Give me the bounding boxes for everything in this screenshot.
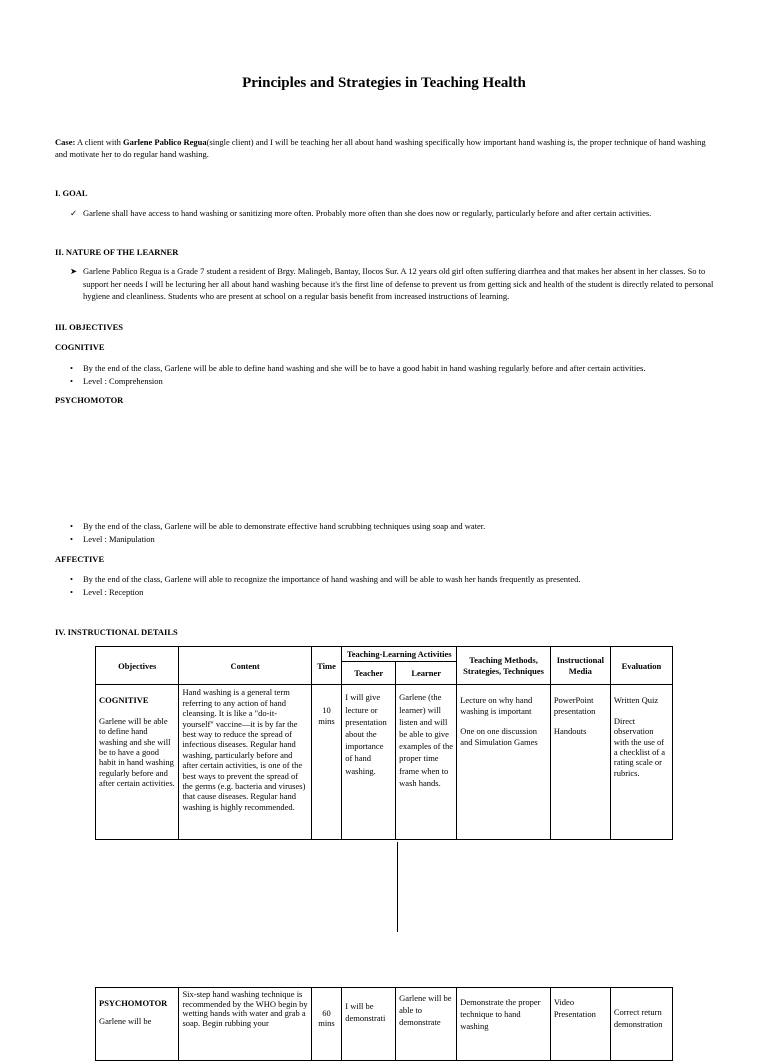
- client-name: Garlene Pablico Regua: [123, 137, 207, 147]
- cell-media-2: Handouts: [553, 726, 587, 737]
- affective-item-2: [70, 586, 723, 599]
- cognitive-heading: COGNITIVE: [55, 342, 105, 352]
- cell-methods-2: One on one discussion and Simulation Games: [460, 726, 538, 747]
- cell-objective-text: Garlene will be able to define hand washing and she will be to have a good habit in hand washing regularly before and after certain activities.: [99, 715, 175, 789]
- cell-content: Hand washing is a general term referring to any action of hand cleansing. It is like a "do-it-yourself" vaccine—it is by far the best way to reduce the spread of infectious diseases. Regular hand washing, particularly before and after certain activities, is one of the best ways to prevent the spread of the germs (e.g. bacteria and viruses) that cause diseases. Regular hand washing is highly recommended.: [179, 685, 311, 840]
- bullet-icon: •: [70, 574, 73, 584]
- cell-content-2: Six-step hand washing technique is recommended by the WHO begin by wetting hands with water and grab a soap. Begin rubbing your: [179, 988, 311, 1061]
- header-objectives: Objectives: [96, 647, 179, 685]
- bullet-icon: •: [70, 521, 73, 531]
- goal-item: [70, 207, 723, 220]
- objectives-heading: III. OBJECTIVES: [55, 322, 124, 332]
- affective-item-1-text: By the end of the class, Garlene will able to recognize the importance of hand washing and will be able to wash her hands frequently as presented.: [83, 574, 581, 584]
- cognitive-item-1-text: By the end of the class, Garlene will be able to define hand washing and she will be to have a good habit in hand washing regularly before and after certain activities.: [83, 363, 646, 373]
- affective-item-2-text: Level : Reception: [83, 587, 144, 597]
- affective-heading: AFFECTIVE: [55, 554, 105, 564]
- cell-learner-2: Garlene will be able to demonstrate: [396, 988, 457, 1061]
- cell-objective-2-text: Garlene will be: [99, 1016, 152, 1027]
- header-learner: Learner: [396, 662, 457, 685]
- bullet-icon: •: [70, 587, 73, 597]
- arrow-bullet-icon: ➤: [70, 266, 78, 276]
- psychomotor-item-2-text: Level : Manipulation: [83, 534, 155, 544]
- case-post: (single client) and I will be teaching her all about hand washing specifically how important hand washing is, the proper technique of hand washing and motivate her to do regular hand washing.: [55, 137, 706, 159]
- cell-evaluation: [610, 685, 672, 840]
- psychomotor-item-1: [70, 520, 723, 533]
- header-methods: Teaching Methods, Strategies, Techniques: [457, 647, 551, 685]
- bullet-icon: •: [70, 376, 73, 386]
- cell-teacher: I will give lecture or presentation about the importance of hand washing.: [342, 685, 396, 840]
- instructional-table-continued: [95, 987, 673, 1061]
- cell-eval-1: Written Quiz: [613, 695, 659, 706]
- header-teaching-learning: Teaching-Learning Activities: [342, 647, 457, 662]
- goal-heading: I. GOAL: [55, 188, 88, 198]
- header-time: Time: [311, 647, 342, 685]
- header-media: Instructional Media: [550, 647, 610, 685]
- instructional-table: [95, 646, 673, 840]
- header-teacher: Teacher: [342, 662, 396, 685]
- cell-methods: [457, 685, 551, 840]
- cognitive-item-2-text: Level : Comprehension: [83, 376, 163, 386]
- psychomotor-heading: PSYCHOMOTOR: [55, 395, 124, 405]
- cognitive-item-2: [70, 375, 723, 388]
- cell-time: 10 mins: [311, 685, 342, 840]
- cell-objective: [96, 685, 179, 840]
- cell-time-2: 60 mins: [311, 988, 342, 1061]
- cell-methods-2: Demonstrate the proper technique to hand washing: [457, 988, 551, 1061]
- nature-heading: II. NATURE OF THE LEARNER: [55, 247, 179, 257]
- table-divider-line: [397, 842, 398, 932]
- bullet-icon: •: [70, 363, 73, 373]
- cell-eval-2: Direct observation with the use of a checklist of a rating scale or rubrics.: [613, 715, 666, 778]
- cell-media: [550, 685, 610, 840]
- cell-media-row2: Video Presentation: [550, 988, 610, 1061]
- cognitive-item-1: [70, 362, 723, 375]
- affective-item-1: [70, 573, 723, 586]
- cell-objective-2-title: PSYCHOMOTOR: [99, 998, 168, 1008]
- table-row-cognitive: [96, 685, 673, 840]
- cell-teacher-2: I will be demonstrati: [342, 988, 396, 1061]
- psychomotor-item-1-text: By the end of the class, Garlene will be able to demonstrate effective hand scrubbing techniques using soap and water.: [83, 521, 486, 531]
- bullet-icon: •: [70, 534, 73, 544]
- cell-evaluation-2: Correct return demonstration: [610, 988, 672, 1061]
- cell-objective-title: COGNITIVE: [99, 695, 149, 706]
- psychomotor-item-2: [70, 533, 723, 546]
- instructional-heading: IV. INSTRUCTIONAL DETAILS: [55, 627, 178, 637]
- cell-methods-1: Lecture on why hand washing is important: [460, 695, 533, 716]
- header-content: Content: [179, 647, 311, 685]
- cell-objective-2: [96, 988, 179, 1061]
- case-label: Case:: [55, 137, 76, 147]
- checkmark-icon: ✓: [70, 208, 78, 218]
- page-title: Principles and Strategies in Teaching Health: [242, 75, 526, 91]
- table-header-row: [96, 647, 673, 662]
- case-pre: A client with: [75, 137, 124, 147]
- header-evaluation: Evaluation: [610, 647, 672, 685]
- nature-item: [70, 265, 715, 303]
- nature-text: Garlene Pablico Regua is a Grade 7 student a resident of Brgy. Malingeb, Bantay, Ilocos Sur. A 12 years old girl often suffering diarrhea and that makes her absent in her classes. So to support her needs I will be lecturing her all about hand washing because it's the first line of defense to prevent us from getting sick and health of the student is directly related to personal hygiene and cleanliness. Students who are present at school on a regular basis benefit from increased instructions of learning.: [83, 266, 714, 301]
- case-paragraph: [55, 136, 715, 160]
- cell-media-1: PowerPoint presentation: [553, 695, 596, 716]
- cell-learner: Garlene (the learner) will listen and will be able to give examples of the proper time frame when to wash hands.: [396, 685, 457, 840]
- table-row-psychomotor: [96, 988, 673, 1061]
- goal-item-text: Garlene shall have access to hand washing or sanitizing more often. Probably more often than she does now or regularly, particularly before and after certain activities.: [83, 208, 652, 218]
